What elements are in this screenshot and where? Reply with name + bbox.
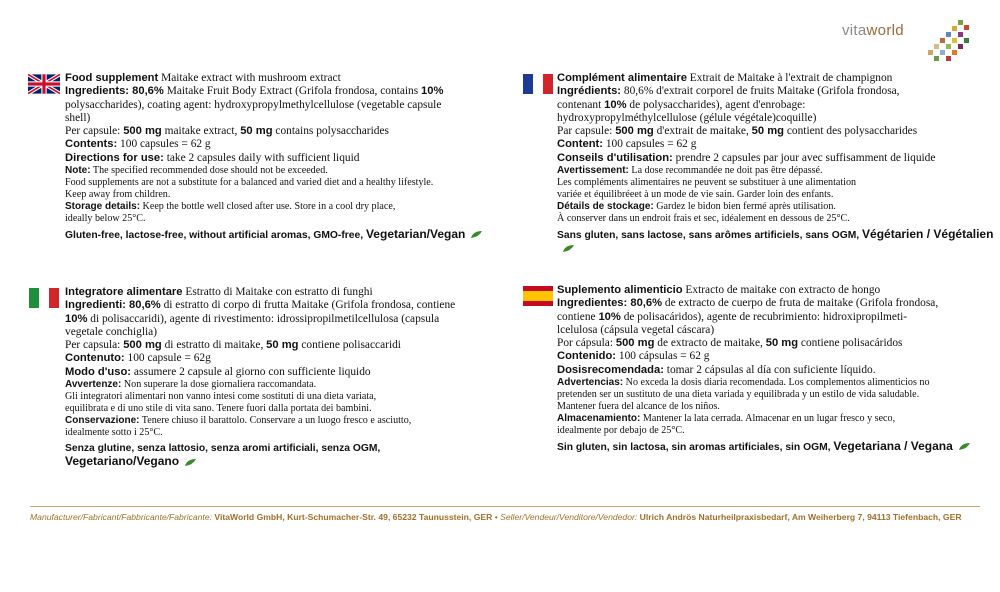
france-flag-icon bbox=[522, 74, 554, 94]
section-spanish: Suplemento alimenticio Extracto de maitake con extracto de hongo Ingredientes: 80,6% de extracto de cuerpo de fruta de maitake (Grifola frondosa, contiene 10% de polisacáridos), agente de recubrimiento: hidroxipropilmeti- lcelulosa (cápsula vegetal cáscara) Por cápsula: 500 mg de extracto de maitake, 50 mg contiene polisacáridos Contenido: 100 cápsulas = 62 g Dosisrecomendada: tomar 2 cápsulas al día con suficiente líquido. Advertencias: No exceda la dosis diaria recomendada. Los complementos alimenticios no pretenden ser un sustituto de una dieta variada y equilibrada y un estilo de vida saludable. Mantener fuera del alcance de los niños. Almacenamiento: Mantener la lata cerrada. Almacenar en un lugar fresco y seco, idealmente por debajo de 25°C. Sin gluten, sin lactosa, sin aromas artificiales, sin OGM, Vegetariana / Vegana bbox=[557, 284, 987, 454]
leaf-icon bbox=[563, 245, 574, 252]
spain-flag-icon bbox=[522, 286, 554, 306]
diet-info: Senza glutine, senza lattosio, senza aromi artificiali, senza OGM, Vegetariano/Vegano bbox=[65, 442, 381, 468]
manufacturer-footer: Manufacturer/Fabricant/Fabbricante/Fabricante: VitaWorld GmbH, Kurt-Schumacher-Str. 49, 65232 Taunusstein, GER • Seller/Vendeur/Venditore/Vendedor: Ulrich Andrös Naturheilpraxisbedarf, Am Weiherberg 7, 94113 Tiefenbach, GER bbox=[30, 506, 980, 522]
diet-info: Sans gluten, sans lactose, sans arômes artificiels, sans OGM, Végétarien / Végétalien bbox=[557, 228, 995, 256]
logo-wordmark: vitaworld bbox=[842, 22, 904, 39]
section-italian: Integratore alimentare Estratto di Maitake con estratto di funghi Ingredienti: 80,6% di estratto di corpo di frutta Maitake (Grifola frondosa, contiene 10% di polisaccaridi), agente di rivestimento: idrossipropilmetilcellulosa (capsula vegetale conchiglia) Per capsula: 500 mg di estratto di maitake, 50 mg contiene polisaccaridi Contenuto: 100 capsule = 62g Modo d'uso: assumere 2 capsule al giorno con sufficiente liquido Avvertenze: Non superare la dose giornaliera raccomandata. Gli integratori alimentari non vanno intesi come sostituti di una dieta variata, equilibrata e di uno stile di vita sano. Tenere fuori dalla portata dei bambini. Conservazione: Tenere chiuso il barattolo. Conservare a un luogo fresco e asciutto, idealmente sotto i 25°C. Senza glutine, senza lattosio, senza aromi artificiali, senza OGM, Vegetariano/Vegano bbox=[65, 286, 495, 469]
diet-info: Gluten-free, lactose-free, without artificial aromas, GMO-free, Vegetarian/Vegan bbox=[65, 228, 485, 242]
diet-info: Sin gluten, sin lactosa, sin aromas artificiales, sin OGM, Vegetariana / Vegana bbox=[557, 440, 987, 454]
italy-flag-icon bbox=[28, 288, 60, 308]
logo-mosaic-icon bbox=[928, 20, 972, 64]
section-english: Food supplement Maitake extract with mushroom extract Ingredients: 80,6% Maitake Fruit Body Extract (Grifola frondosa, contains 10% polysaccharides), coating agent: hydroxypropylmethylcellulose (vegetable capsule shell) Per capsule: 500 mg maitake extract, 50 mg contains polysaccharides Contents: 100 capsules = 62 g Directions for use: take 2 capsules daily with sufficient liquid Note: The specified recommended dose should not be exceeded. Food supplements are not a substitute for a balanced and varied diet and a healthy lifestyle. Keep away from children. Storage details: Keep the bottle well closed after use. Store in a cool dry place, ideally below 25°C. Gluten-free, lactose-free, without artificial aromas, GMO-free, Vegetarian/Vegan bbox=[65, 72, 485, 242]
uk-flag-icon bbox=[28, 74, 60, 94]
vitaworld-logo bbox=[842, 14, 972, 64]
leaf-icon bbox=[185, 459, 196, 466]
section-french: Complément alimentaire Extrait de Maitake à l'extrait de champignon Ingrédients: 80,6% d'extrait corporel de fruits Maitake (Grifola frondosa, contenant 10% de polysaccharides), agent d'enrobage: hydroxypropylméthylcellulose (gélule végétale)coquille) Par capsule: 500 mg d'extrait de maitake, 50 mg contient des polysaccharides Content: 100 capsules = 62 g Conseils d'utilisation: prendre 2 capsules par jour avec suffisamment de liquide Avertissement: La dose recommandée ne doit pas être dépassé. Les compléments alimentaires ne peuvent se substituer à une alimentation variée et équilibréeet à un mode de vie sain. Garder loin des enfants. Détails de stockage: Gardez le bidon bien fermé après utilisation. À conserver dans un endroit frais et sec, idéalement en dessous de 25°C. Sans gluten, sans lactose, sans arômes artificiels, sans OGM, Végétarien / Végétalien bbox=[557, 72, 995, 255]
leaf-icon bbox=[959, 443, 970, 450]
leaf-icon bbox=[471, 231, 482, 238]
